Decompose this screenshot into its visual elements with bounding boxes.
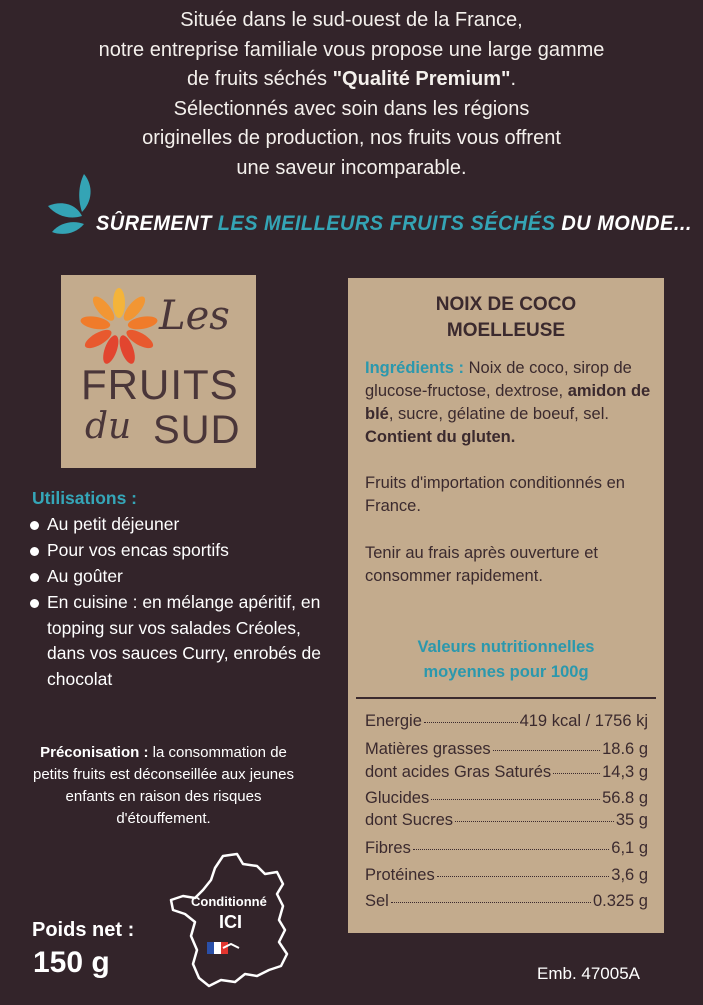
intro-line: Située dans le sud-ouest de la France,	[180, 9, 523, 31]
intro-line: notre entreprise familiale vous propose une large gamme	[98, 38, 605, 61]
brand-logo	[61, 275, 256, 468]
intro-line: originelles de production, nos fruits vous offrent	[142, 127, 561, 149]
leaf-icon	[44, 172, 100, 236]
nutrition-row: Protéines 3,6 g	[365, 866, 648, 884]
sun-flower-icon	[79, 287, 159, 367]
nutrition-row: Sel 0.325 g	[365, 892, 648, 910]
tagline-text	[96, 212, 692, 236]
intro-line: Sélectionnés avec soin dans les régions	[173, 97, 530, 120]
nutrition-row: Fibres 6,1 g	[365, 839, 648, 857]
logo-les: Les	[159, 293, 230, 339]
list-item: En cuisine : en mélange apéritif, en topping sur vos salades Créoles, dans vos sauces Curry, enrobés de chocolat	[30, 590, 330, 692]
list-item: Pour vos encas sportifs	[30, 538, 330, 564]
ingredients-text: Ingrédients : Noix de coco, sirop de glucose-fructose, dextrose, amidon de blé, sucre, gélatine de boeuf, sel. Contient du gluten.	[365, 359, 651, 446]
net-weight-label: Poids net :	[32, 919, 135, 941]
intro-quality-premium: "Qualité Premium"	[332, 68, 511, 90]
nutrition-row: Glucides 56.8 g	[365, 789, 648, 807]
import-note: Fruits d'importation conditionnés en France.	[365, 474, 625, 515]
net-weight-value: 150 g	[33, 946, 110, 979]
map-label-ici: ICI	[219, 912, 243, 932]
nutrition-row: Matières grasses 18.6 g	[365, 740, 648, 758]
product-title: NOIX DE COCO MOELLEUSE	[435, 294, 577, 341]
ingredients-label: Ingrédients :	[365, 359, 465, 377]
tagline-part3: DU MONDE...	[561, 212, 692, 235]
logo-du: du	[85, 406, 132, 447]
storage-note: Tenir au frais après ouverture et consommer rapidement.	[365, 544, 598, 585]
usage-list	[30, 512, 330, 693]
usage-title: Utilisations :	[32, 488, 138, 508]
intro-line: une saveur incomparable.	[236, 156, 467, 179]
map-label-conditionne: Conditionné	[191, 894, 267, 909]
nutrition-title: Valeurs nutritionnelles moyennes pour 100g	[417, 638, 595, 681]
list-item: Au petit déjeuner	[30, 512, 330, 538]
intro-line: de fruits séchés "Qualité Premium".	[186, 68, 517, 90]
product-info-panel	[348, 278, 664, 933]
logo-sud: SUD	[153, 408, 241, 452]
divider	[356, 697, 656, 699]
preconisation-label: Préconisation :	[40, 744, 149, 761]
preconisation-text: la consommation de petits fruits est déconseillée aux jeunes enfants en raison des risques d'étouffement.	[33, 744, 294, 827]
logo-fruits: FRUITS	[81, 361, 239, 408]
packer-code: Emb. 47005A	[537, 964, 641, 983]
tagline-part2: LES MEILLEURS FRUITS SÉCHÉS	[217, 212, 556, 235]
intro-paragraph	[0, 6, 703, 183]
list-item: Au goûter	[30, 564, 330, 590]
tagline-part1: SÛREMENT	[96, 212, 212, 235]
nutrition-row: dont Sucres 35 g	[365, 811, 648, 829]
nutrition-row: Energie 419 kcal / 1756 kj	[365, 712, 648, 730]
tagline	[44, 172, 692, 242]
nutrition-row: dont acides Gras Saturés 14,3 g	[365, 763, 648, 781]
preconisation-note	[31, 742, 296, 830]
